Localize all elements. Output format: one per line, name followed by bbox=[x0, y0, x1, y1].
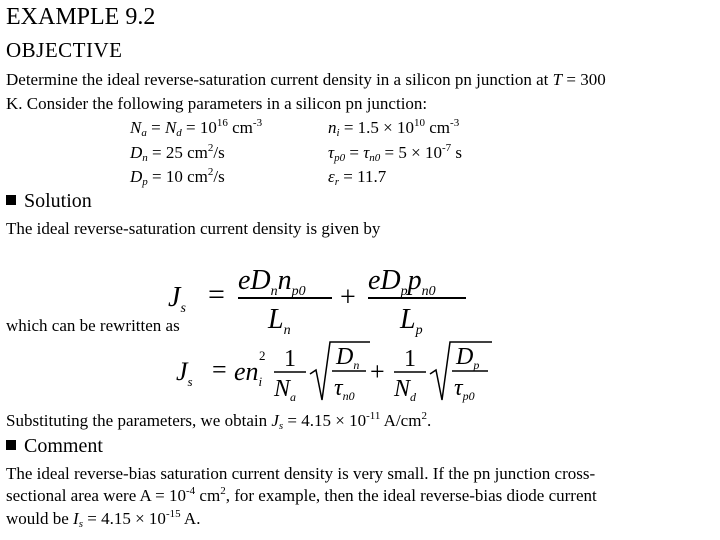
objective-line-1: Determine the ideal reverse-saturation current density in a silicon pn junction at T = 300 bbox=[6, 70, 606, 89]
param-tau: $\tau_{p0} = \tau_{n0} = 5 \times 10^{-7}$ s bbox=[328, 142, 463, 164]
param-dp: $D_p = 10$ $cm^2/s$ bbox=[130, 166, 225, 188]
svg-text:Lp: $L_p$ bbox=[400, 304, 423, 338]
svg-text:eDnnp0: $eD_nn_{p0}$ bbox=[238, 265, 306, 299]
svg-text:τn0: $\tau_{n0}$ bbox=[334, 375, 355, 403]
solution-intro: The ideal reverse-saturation current density is given by bbox=[6, 219, 381, 238]
svg-text:eDppn0: $eD_pp_{n0}$ bbox=[368, 265, 436, 299]
result-line: Substituting the parameters, we obtain $J_s = 4.15 \times 10^{-11}$ $A/cm^2$. bbox=[6, 410, 432, 432]
rewritten-label: which can be rewritten as bbox=[6, 316, 180, 335]
objective-line-2: K. Consider the following parameters in a silicon pn junction: bbox=[6, 94, 428, 113]
svg-text:+: + bbox=[370, 357, 385, 386]
svg-text:2: 2 bbox=[259, 348, 266, 363]
equation-js-fractions bbox=[160, 262, 480, 340]
comment-line-3: would be $I_s = 4.15 \times 10^{-15}$ A. bbox=[6, 508, 201, 530]
param-na-nd: $N_a = N_d = 10^{16}$ $cm^{-3}$ bbox=[130, 117, 263, 139]
param-eps: $\varepsilon_r = 11.7$ bbox=[328, 167, 387, 188]
param-dn: $D_n = 25$ $cm^2/s$ bbox=[130, 142, 225, 164]
svg-text:1: 1 bbox=[284, 346, 296, 372]
objective-heading: OBJECTIVE bbox=[6, 38, 123, 62]
svg-text:Dn: $D_n$ bbox=[336, 344, 360, 372]
svg-text:Na: $N_a$ bbox=[274, 376, 297, 404]
svg-text:eni: $en_i$ bbox=[234, 357, 263, 389]
svg-text:1: 1 bbox=[404, 346, 416, 372]
bullet-square-icon bbox=[6, 440, 16, 450]
svg-text:Ln: $L_n$ bbox=[268, 304, 291, 338]
svg-text:+: + bbox=[340, 282, 356, 313]
comment-line-1: The ideal reverse-bias saturation current density is very small. If the pn junction cross- bbox=[6, 464, 596, 483]
svg-text:Dp: $D_p$ bbox=[456, 344, 480, 372]
svg-text:τp0: $\tau_{p0}$ bbox=[454, 375, 475, 403]
svg-text:Js: $J_s$ bbox=[168, 282, 186, 316]
svg-text:=: = bbox=[212, 355, 227, 384]
solution-heading: Solution bbox=[6, 190, 92, 213]
comment-line-2: sectional area were $A = 10^{-4}$ $cm^2$, for example, then the ideal reverse-bias diode current bbox=[6, 485, 597, 505]
svg-text:Js: $J_s$ bbox=[176, 357, 193, 389]
example-title: EXAMPLE 9.2 bbox=[6, 4, 156, 30]
param-ni: $n_i = 1.5 \times 10^{10}$ $cm^{-3}$ bbox=[328, 117, 460, 139]
svg-text:=: = bbox=[208, 278, 225, 311]
bullet-square-icon bbox=[6, 195, 16, 205]
comment-heading: Comment bbox=[6, 435, 103, 458]
equation-js-sqrt bbox=[170, 338, 500, 408]
svg-text:Nd: $N_d$ bbox=[394, 376, 417, 404]
